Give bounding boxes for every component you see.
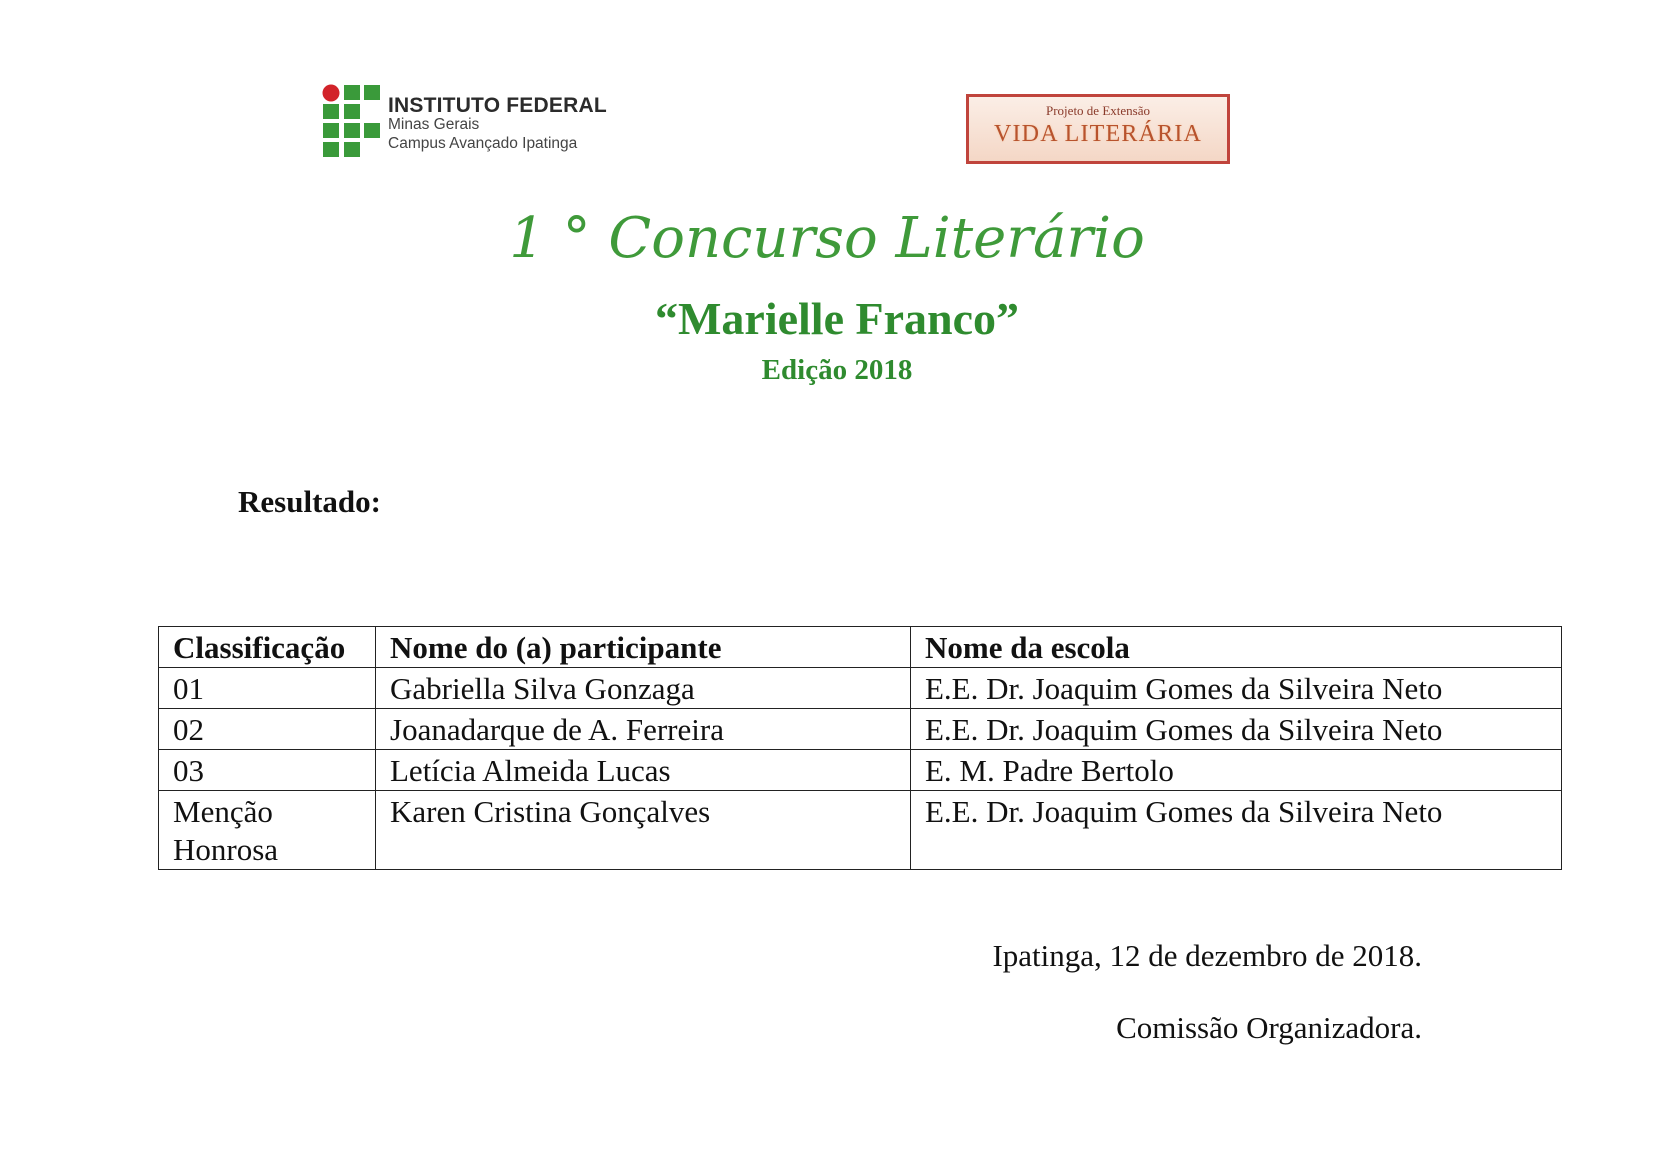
if-logo-campus: Campus Avançado Ipatinga xyxy=(388,135,578,152)
project-name: VIDA LITERÁRIA xyxy=(993,121,1203,147)
contest-title: 1 ° Concurso Literário xyxy=(509,206,1145,271)
if-logo-title: INSTITUTO FEDERAL xyxy=(388,94,607,117)
signature: Comissão Organizadora. xyxy=(1116,1010,1422,1045)
project-label: Projeto de Extensão xyxy=(1046,103,1150,118)
table-row xyxy=(159,791,1562,870)
result-heading: Resultado: xyxy=(238,484,381,519)
participant-cell: Joanadarque de A. Ferreira xyxy=(376,709,911,750)
contest-name: “Marielle Franco” xyxy=(654,293,1020,344)
rank-cell: 03 xyxy=(159,750,376,791)
header-participant: Nome do (a) participante xyxy=(376,627,911,668)
table-row xyxy=(159,668,1562,709)
instituto-federal-logo xyxy=(322,84,622,164)
school-cell: E.E. Dr. Joaquim Gomes da Silveira Neto xyxy=(911,791,1562,870)
rank-cell: Menção Honrosa xyxy=(159,791,376,870)
rank-cell: 02 xyxy=(159,709,376,750)
table-header-row xyxy=(159,627,1562,668)
participant-cell: Gabriella Silva Gonzaga xyxy=(376,668,911,709)
results-table xyxy=(158,626,1562,870)
participant-cell: Karen Cristina Gonçalves xyxy=(376,791,911,870)
if-logo-state: Minas Gerais xyxy=(388,116,480,133)
participant-cell: Letícia Almeida Lucas xyxy=(376,750,911,791)
table-row xyxy=(159,709,1562,750)
table-row xyxy=(159,750,1562,791)
school-cell: E. M. Padre Bertolo xyxy=(911,750,1562,791)
rank-cell: 01 xyxy=(159,668,376,709)
contest-edition: Edição 2018 xyxy=(761,354,913,386)
vida-literaria-logo xyxy=(966,94,1230,164)
school-cell: E.E. Dr. Joaquim Gomes da Silveira Neto xyxy=(911,668,1562,709)
document-date: Ipatinga, 12 de dezembro de 2018. xyxy=(992,938,1422,973)
header-classification: Classificação xyxy=(159,627,376,668)
school-cell: E.E. Dr. Joaquim Gomes da Silveira Neto xyxy=(911,709,1562,750)
if-grid-icon xyxy=(322,84,382,158)
header-school: Nome da escola xyxy=(911,627,1562,668)
